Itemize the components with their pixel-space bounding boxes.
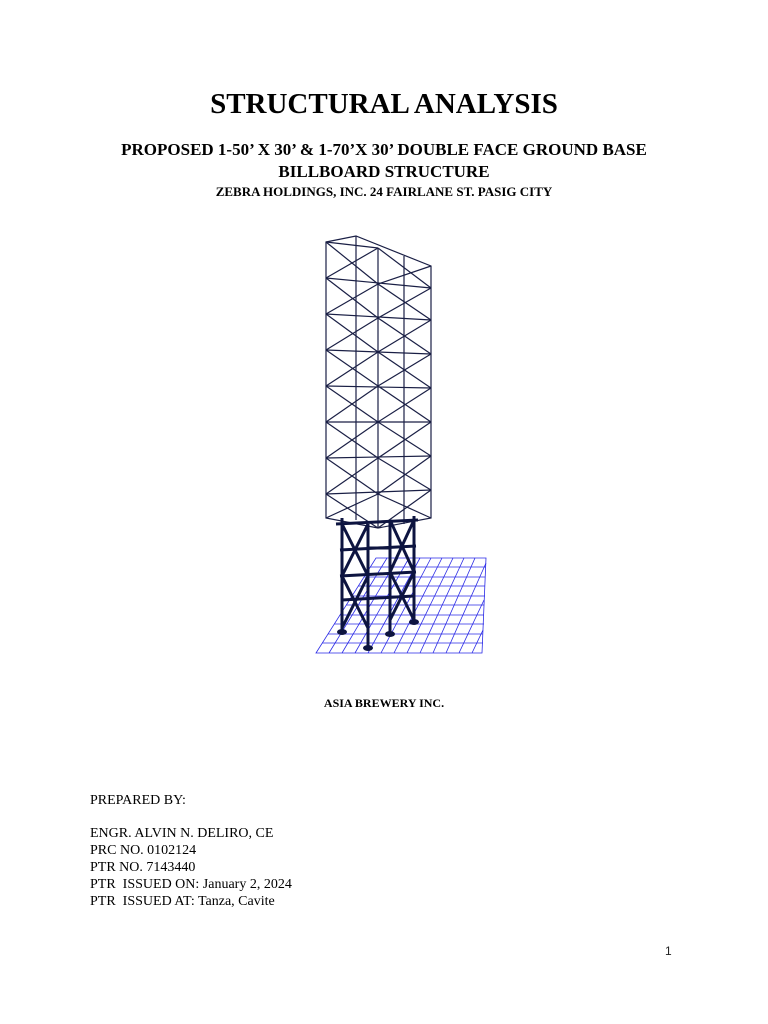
billboard-structure-figure [306, 228, 492, 658]
subtitle-line-1: PROPOSED 1-50’ X 30’ & 1-70’X 30’ DOUBLE FACE GROUND BASE [121, 140, 647, 159]
billboard-lattice-frame [326, 236, 431, 528]
document-title: STRUCTURAL ANALYSIS [210, 88, 558, 120]
prepared-by-label: PREPARED BY: [90, 793, 186, 808]
ptr-issued-on: PTR ISSUED ON: January 2, 2024 [90, 877, 292, 892]
prc-number: PRC NO. 0102124 [90, 843, 197, 858]
engineer-name: ENGR. ALVIN N. DELIRO, CE [90, 826, 274, 841]
client-name: ASIA BREWERY INC. [323, 696, 445, 710]
company-address: ZEBRA HOLDINGS, INC. 24 FAIRLANE ST. PASIG CITY [215, 184, 553, 199]
ptr-number: PTR NO. 7143440 [90, 860, 196, 875]
subtitle-line-2: BILLBOARD STRUCTURE [278, 162, 490, 181]
engineer-credentials [90, 825, 292, 910]
page-number: 1 [665, 944, 672, 958]
ptr-issued-at: PTR ISSUED AT: Tanza, Cavite [90, 894, 275, 909]
document-subtitle [0, 139, 768, 183]
support-structure [336, 516, 418, 646]
